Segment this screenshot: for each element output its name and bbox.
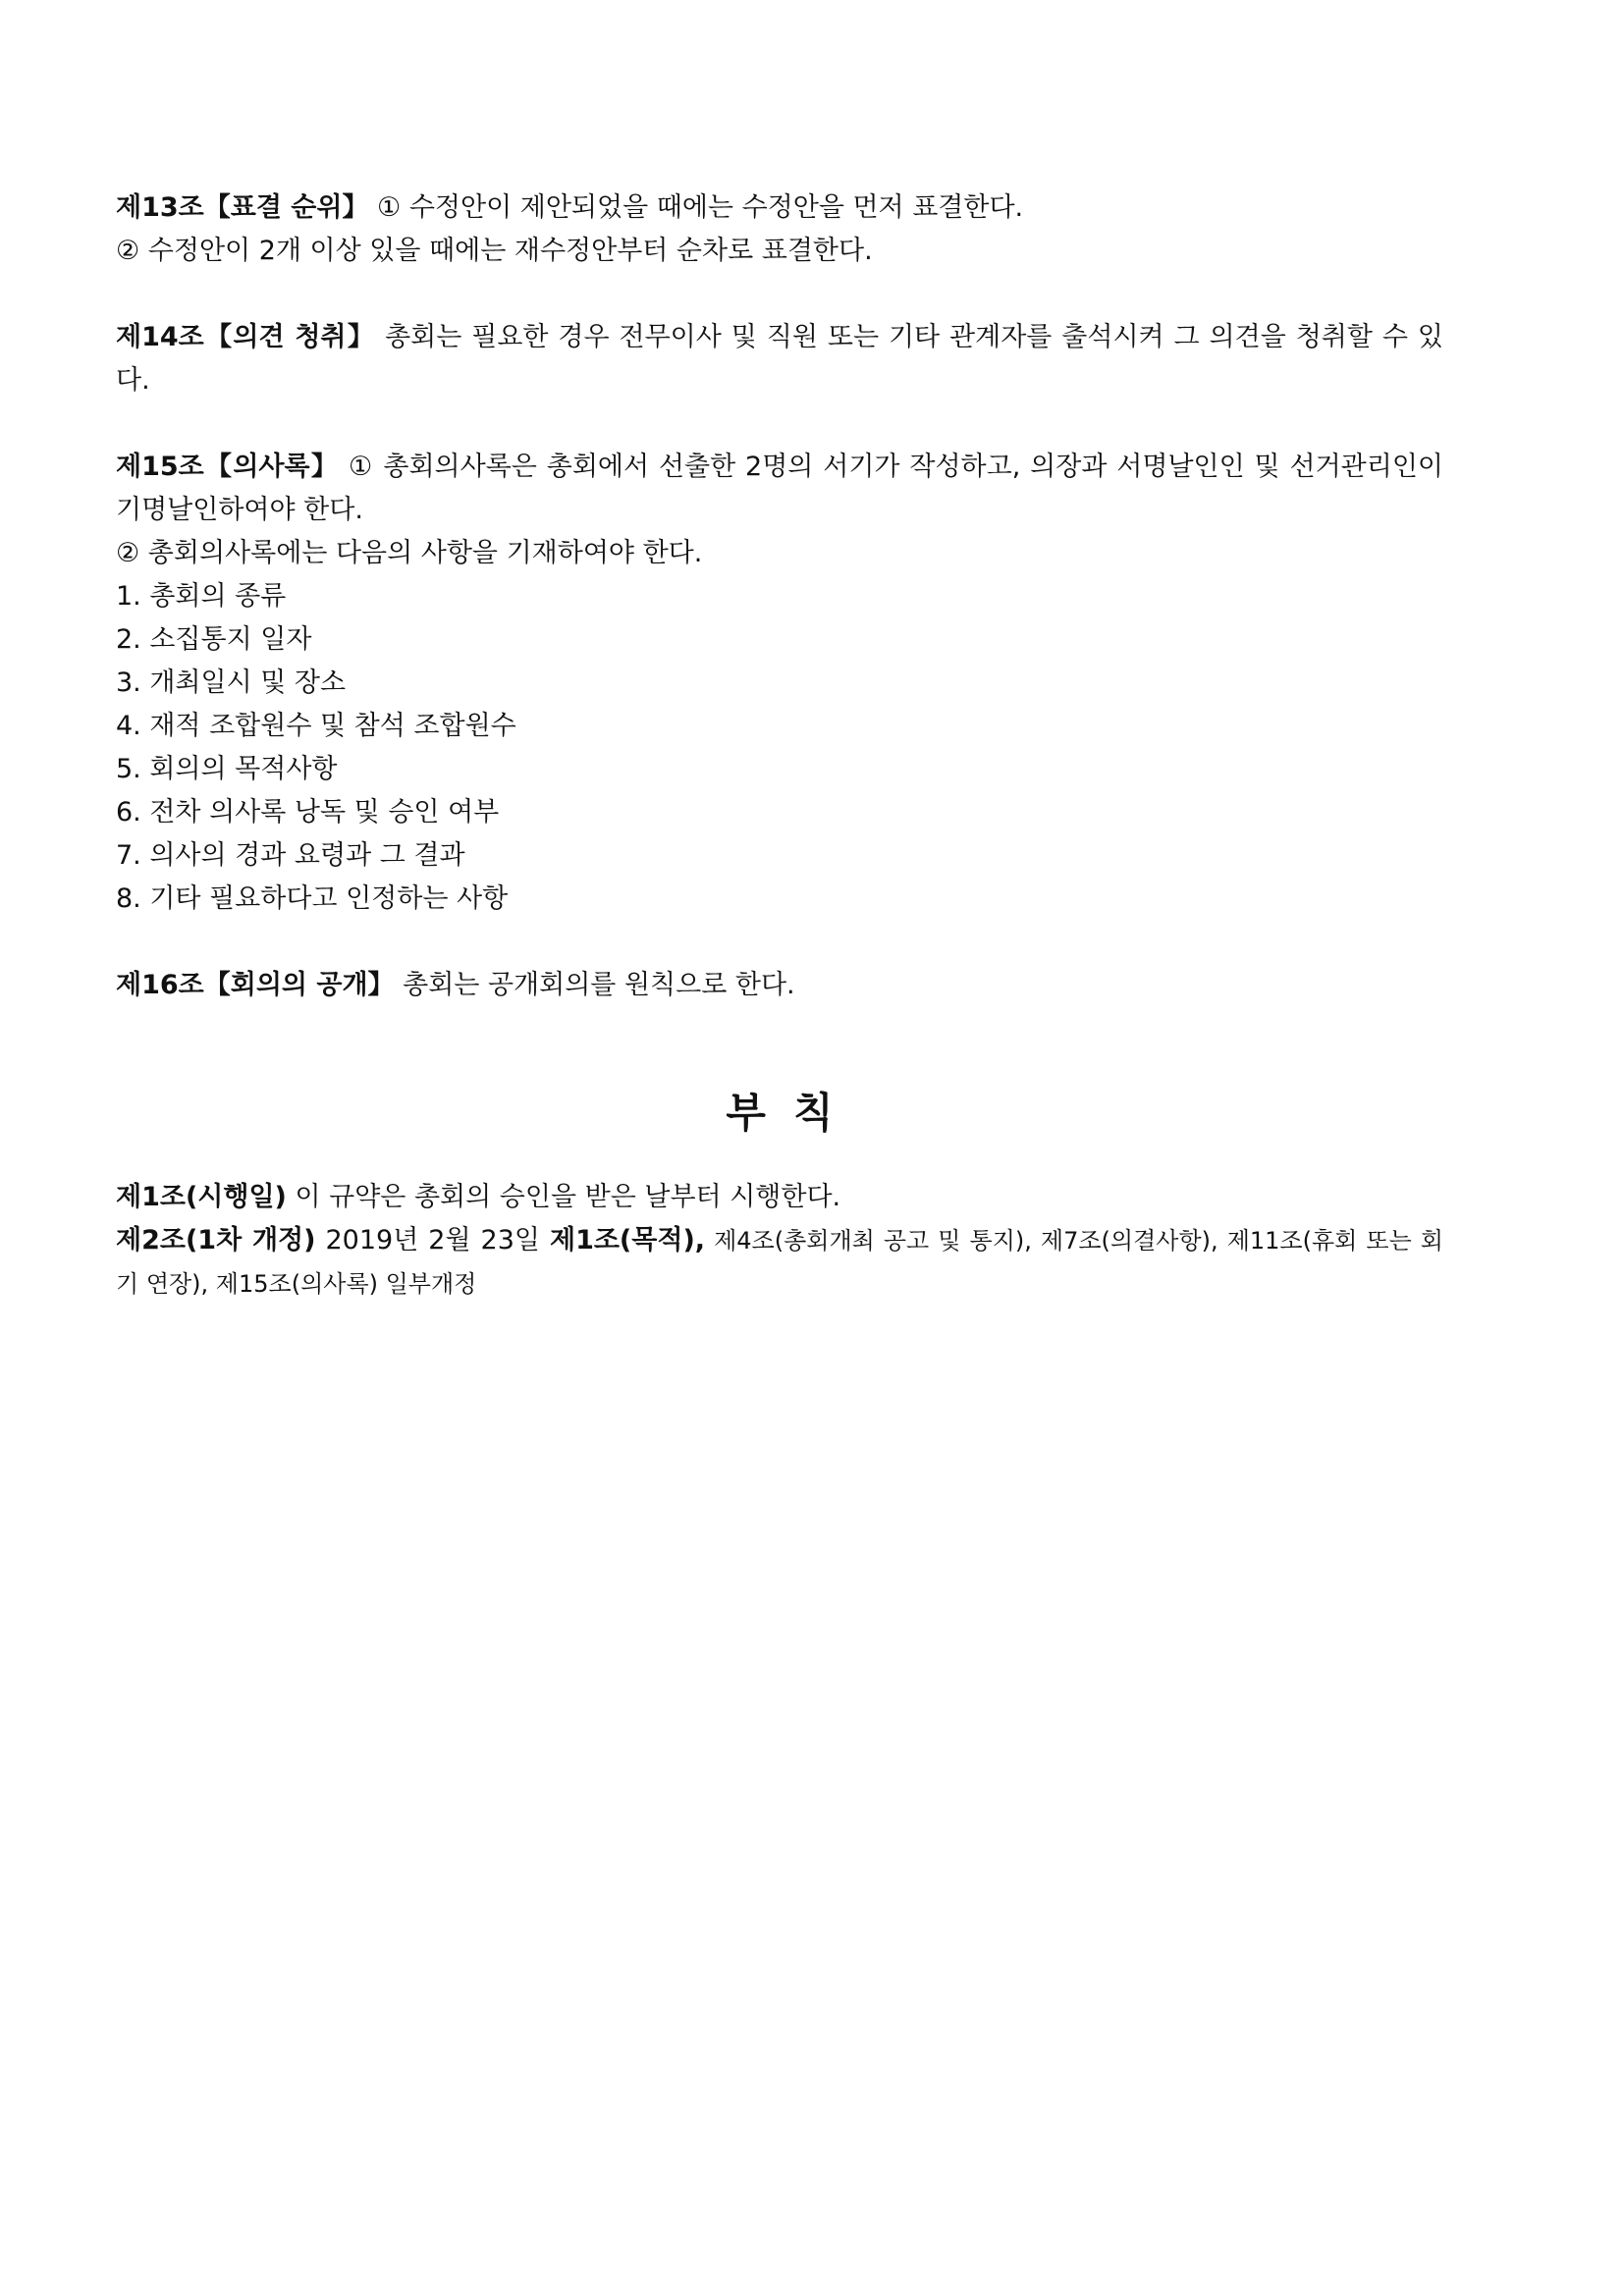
list-item: 5. 회의의 목적사항	[116, 754, 338, 784]
list-item: 7. 의사의 경과 요령과 그 결과	[116, 840, 465, 871]
article-13-clause-1: ① 수정안이 제안되었을 때에는 수정안을 먼저 표결한다.	[368, 192, 1024, 223]
document-page	[116, 187, 1443, 1306]
spacer	[116, 921, 1443, 964]
list-item: 1. 총회의 종류	[116, 581, 287, 612]
appendix-article-2	[116, 1219, 1443, 1306]
article-16-title: 제16조【회의의 공개】	[116, 970, 395, 1000]
appendix-article-1-text: 이 규약은 총회의 승인을 받은 날부터 시행한다.	[286, 1182, 841, 1212]
article-15-clause-1: ① 총회의사록은 총회에서 선출한 2명의 서기가 작성하고, 의장과 서명날인인 및 선거관리인이 기명날인하여야 한다.	[116, 452, 1444, 525]
article-14-text: 총회는 필요한 경우 전무이사 및 직원 또는 기타 관계자를 출석시켜 그 의견을 청취할 수 있다.	[116, 322, 1443, 396]
list-item: 3. 개최일시 및 장소	[116, 667, 347, 698]
list-item: 2. 소집통지 일자	[116, 624, 312, 655]
article-15-title: 제15조【의사록】	[116, 452, 340, 482]
list-item: 6. 전차 의사록 낭독 및 승인 여부	[116, 797, 500, 828]
appendix-heading: 부칙	[726, 1089, 861, 1137]
article-15-clause-2: ② 총회의사록에는 다음의 사항을 기재하여야 한다.	[116, 538, 703, 568]
appendix-article-1	[116, 1176, 1443, 1219]
list-item: 8. 기타 필요하다고 인정하는 사항	[116, 883, 509, 914]
appendix-article-1-title: 제1조(시행일)	[116, 1182, 287, 1212]
appendix-article-2-date: 2019년 2월 23일	[315, 1225, 550, 1255]
article-13	[116, 187, 1443, 230]
article-16-text: 총회는 공개회의를 원칙으로 한다.	[394, 970, 795, 1000]
appendix-article-2-bold: 제1조(목적),	[549, 1225, 706, 1255]
article-15	[116, 446, 1443, 532]
list-item: 4. 재적 조합원수 및 참석 조합원수	[116, 711, 516, 741]
article-13-title: 제13조【표결 순위】	[116, 192, 369, 223]
article-13-clause-2: ② 수정안이 2개 이상 있을 때에는 재수정안부터 순차로 표결한다.	[116, 236, 873, 266]
article-14	[116, 316, 1443, 402]
spacer	[116, 273, 1443, 316]
appendix-article-2-title: 제2조(1차 개정)	[116, 1225, 316, 1255]
article-16	[116, 964, 1443, 1007]
spacer	[116, 402, 1443, 446]
appendix-article-2-rest: 제4조(총회개최 공고 및 통지), 제7조(의결사항), 제11조(휴회 또는 회기 연장), 제15조(의사록) 일부개정	[116, 1227, 1443, 1298]
article-14-title: 제14조【의견 청취】	[116, 322, 376, 352]
